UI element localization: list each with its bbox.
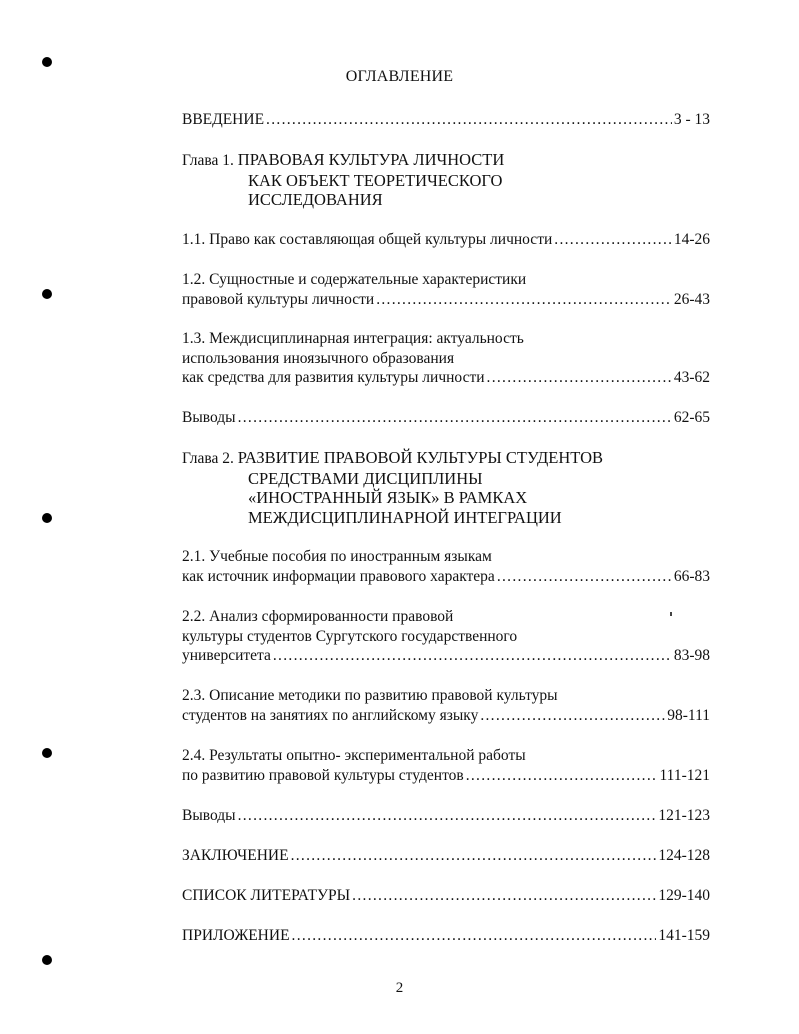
entry-pages: 14-26 — [673, 231, 710, 248]
leader-dots — [497, 567, 672, 587]
entry-text: 1.1. Право как составляющая общей культуры личности — [182, 231, 553, 248]
entry-pages: 43-62 — [673, 369, 710, 386]
toc-entry-2-2[interactable] — [182, 607, 710, 666]
binder-hole-5 — [42, 955, 52, 965]
chapter-title-line: КАК ОБЪЕКТ ТЕОРЕТИЧЕСКОГО — [248, 170, 503, 190]
toc-entry-2-3[interactable] — [182, 686, 710, 725]
entry-pages: 129-140 — [658, 887, 710, 904]
entry-text: как средства для развития культуры личности — [182, 369, 485, 386]
chapter-title-line: МЕЖДИСЦИПЛИНАРНОЙ ИНТЕГРАЦИИ — [248, 507, 562, 527]
entry-line: использования иноязычного образования — [182, 349, 455, 367]
entry-text: ЗАКЛЮЧЕНИЕ — [182, 847, 289, 864]
toc-entry-conclusions-2[interactable] — [182, 806, 710, 826]
entry-text: ПРИЛОЖЕНИЕ — [182, 927, 290, 944]
entry-text: Выводы — [182, 409, 236, 426]
entry-text: студентов на занятиях по английскому языку — [182, 706, 479, 724]
leader-dots — [376, 290, 672, 310]
entry-line: 2.4. Результаты опытно- экспериментальной работы — [182, 747, 526, 764]
leader-dots — [266, 110, 672, 130]
toc-entry-1-3[interactable] — [182, 329, 710, 388]
chapter-title-line: РАЗВИТИЕ ПРАВОВОЙ КУЛЬТУРЫ СТУДЕНТОВ — [237, 448, 604, 467]
entry-line: 1.2. Сущностные и содержательные характеристики — [182, 271, 527, 288]
page-number: 2 — [395, 980, 404, 996]
toc-entry-2-1[interactable] — [182, 547, 710, 586]
chapter-title-line: ПРАВОВАЯ КУЛЬТУРА ЛИЧНОСТИ — [237, 150, 505, 169]
toc-entry-intro[interactable] — [182, 110, 710, 130]
entry-text: как источник информации правового характера — [182, 567, 495, 585]
chapter-title-line: ИССЛЕДОВАНИЯ — [248, 190, 383, 209]
entry-line: 2.2. Анализ сформированности правовой — [182, 608, 454, 625]
toc-chapter-2[interactable] — [182, 448, 710, 527]
entry-line: культуры студентов Сургутского государственного — [182, 627, 518, 645]
leader-dots — [487, 368, 672, 388]
entry-text: ВВЕДЕНИЕ — [182, 111, 265, 128]
entry-pages: 124-128 — [658, 847, 710, 864]
leader-dots — [352, 886, 656, 906]
leader-dots — [273, 646, 672, 666]
binder-hole-4 — [42, 748, 52, 758]
entry-pages: 62-65 — [673, 409, 710, 426]
leader-dots — [238, 806, 657, 826]
toc-chapter-1[interactable] — [182, 150, 710, 210]
chapter-title-line: СРЕДСТВАМИ ДИСЦИПЛИНЫ — [248, 468, 483, 488]
leader-dots — [238, 408, 672, 428]
entry-pages: 98-111 — [667, 706, 710, 724]
entry-pages: 141-159 — [658, 927, 710, 944]
entry-text: правовой культуры личности — [182, 290, 375, 308]
entry-pages: 66-83 — [673, 567, 710, 585]
entry-text: университета — [182, 647, 271, 664]
entry-pages: 83-98 — [673, 647, 710, 664]
toc-title: ОГЛАВЛЕНИЕ — [345, 68, 454, 85]
binder-hole-3 — [42, 513, 52, 523]
chapter-label: Глава 2. — [182, 450, 234, 467]
entry-pages: 26-43 — [673, 290, 710, 308]
leader-dots — [480, 706, 665, 726]
entry-pages: 111-121 — [659, 766, 710, 784]
entry-text: по развитию правовой культуры студентов — [182, 766, 464, 784]
entry-pages: 3 - 13 — [673, 111, 710, 128]
chapter-label: Глава 1. — [182, 152, 234, 169]
toc-entry-appendix[interactable] — [182, 926, 710, 946]
entry-line: 2.3. Описание методики по развитию правовой культуры — [182, 687, 558, 704]
chapter-title-line: «ИНОСТРАННЫЙ ЯЗЫК» В РАМКАХ — [248, 488, 528, 507]
toc-entry-1-1[interactable] — [182, 230, 710, 250]
entry-line: 1.3. Междисциплинарная интеграция: актуальность — [182, 330, 524, 347]
entry-pages: 121-123 — [658, 807, 710, 824]
entry-line: 2.1. Учебные пособия по иностранным языкам — [182, 548, 492, 565]
leader-dots — [291, 846, 657, 866]
leader-dots — [466, 766, 658, 786]
toc-entry-1-2[interactable] — [182, 270, 710, 309]
toc-entry-bibliography[interactable] — [182, 886, 710, 906]
toc-entry-2-4[interactable] — [182, 746, 710, 785]
binder-hole-2 — [42, 289, 52, 299]
leader-dots — [292, 926, 657, 946]
binder-hole-1 — [42, 57, 52, 67]
toc-entry-conclusion[interactable] — [182, 846, 710, 866]
entry-text: Выводы — [182, 807, 236, 824]
entry-text: СПИСОК ЛИТЕРАТУРЫ — [182, 887, 351, 904]
leader-dots — [554, 230, 672, 250]
toc-entry-conclusions-1[interactable] — [182, 408, 710, 428]
